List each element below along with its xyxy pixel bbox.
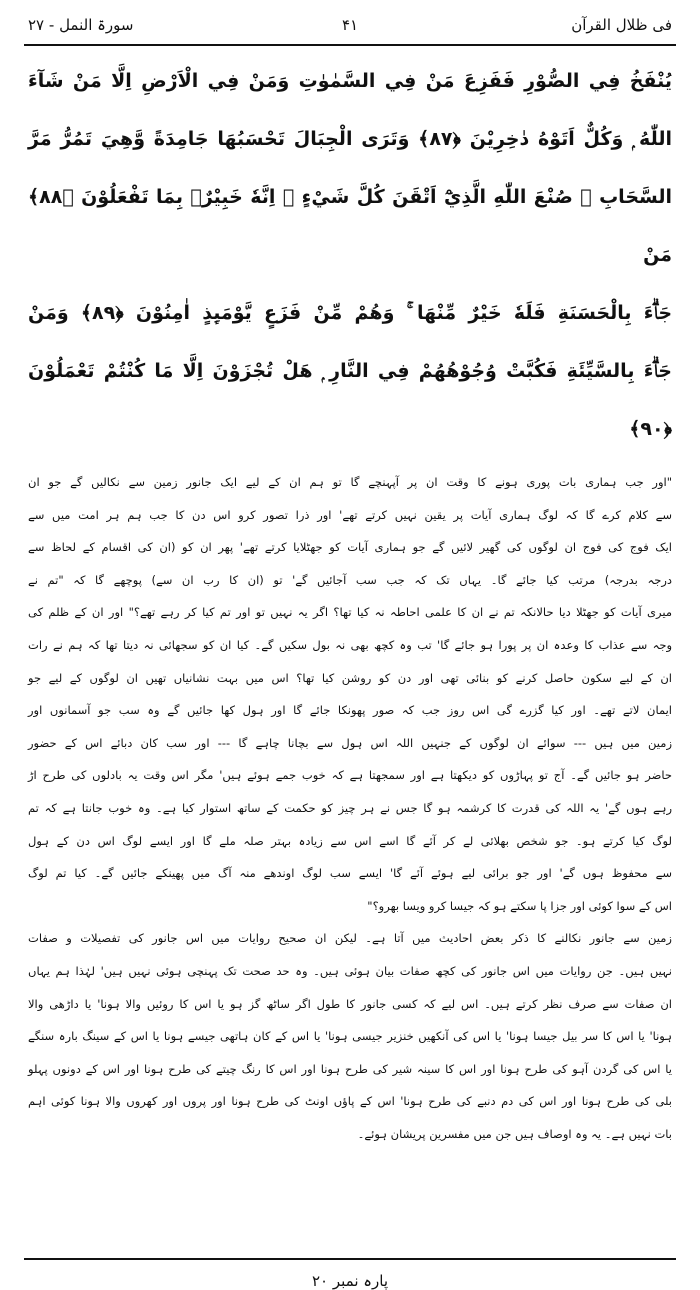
text-line: زمین سے جانور نکالنے کا ذکر بعض احادیث میں آتا ہے۔ لیکن ان صحیح روایات میں اس جانور کی تفصیلات و صفات (28, 931, 672, 946)
text-line: بات نہیں ہے۔ یہ وہ اوصاف ہیں جن میں مفسرین پریشان ہوئے۔ (357, 1126, 672, 1141)
footer-divider (24, 1258, 676, 1260)
surah-label: سورۃ النمل - ۲۷ (28, 16, 134, 34)
quran-line: جَاۗءَ بِالْحَسَنَةِ فَلَهٗ خَيْرٌ مِّنْهَا ۚ وَهُمْ مِّنْ فَزَعٍ يَّوْمَىِٕذٍ اٰمِنُوْنَ ﴿٨٩﴾ وَمَنْ (28, 302, 673, 324)
quran-line: السَّحَابِ ۭ صُنْعَ اللّٰهِ الَّذِيْٓ اَتْقَنَ كُلَّ شَيْءٍ ۭ اِنَّهٗ خَبِيْرٌۢ بِمَا تَفْعَلُوْنَ ﴿٨٨﴾ مَنْ (28, 186, 672, 266)
text-line: ان کے لیے سکون حاصل کرنے کو بنائی تھی اور دن کو روشن کیا تھا؟ اس میں بہت نشانیاں تھیں ان لوگوں کے لیے جو (28, 670, 672, 685)
text-line: درجہ بدرجہ) مرتب کیا جائے گا۔ یہاں تک کہ جب سب آجائیں گے' تو (ان کا رب ان سے) پوچھے گا کہ "تم نے (28, 572, 672, 587)
para-number: پارہ نمبر ۲۰ (311, 1272, 389, 1290)
translation-paragraph (28, 466, 672, 922)
text-line: سے محفوظ ہوں گے' اور جو برائی لیے ہوئے آئے گا' ایسے سب لوگ اوندھے منہ آگ میں پھینکے جائیں گے۔ کیا تم لوگ (28, 866, 672, 881)
text-line: حاضر ہو جائیں گے۔ آج تو پہاڑوں کو دیکھتا ہے اور سمجھتا ہے کہ خوب جمے ہوئے ہیں' مگر اس وقت یہ بادلوں کی طرح اڑ (28, 768, 672, 783)
text-line: زمین میں ہیں --- سوائے ان لوگوں کے جنہیں اللہ اس ہول سے بچانا چاہے گا --- اور سب کان دبائے اس کے حضور (28, 735, 672, 750)
text-line: سے کلام کرے گا کہ لوگ ہماری آیات پر یقین نہیں کرتے تھے' اور ذرا تصور کرو اس دن کا جب ہم ہر امت میں سے (28, 507, 672, 522)
text-line: بلی کی طرح ہونا اور اس کی دم دنبے کی طرح ہونا' اس کے پاؤں اونٹ کی طرح ہونا اور پروں اور کھروں والا ہونا کوئی اہم (28, 1094, 672, 1109)
text-line: لوگ کیا کرتے ہو۔ جو شخص بھلائی لے کر آئے گا اسے اس سے زیادہ بہتر صلہ ملے گا اور ایسے لوگ اس دن کے ہول (28, 833, 672, 848)
header-divider (24, 44, 676, 46)
book-title: فی ظلال القرآن (571, 16, 672, 34)
text-line: رہے ہوں گے' یہ اللہ کی قدرت کا کرشمہ ہو گا جس نے ہر چیز کو حکمت کے ساتھ استوار کیا ہے۔ وہ خوب جانتا ہے کہ تم (28, 800, 672, 815)
commentary-paragraph (28, 922, 672, 1150)
text-line: وجہ سے عذاب کا وعدہ ان پر پورا ہو جائے گا' تب وہ کچھ بھی نہ بول سکیں گے۔ کیا ان کو سجھائی نہ دیتا تھا کہ ہم نے رات (28, 637, 672, 652)
page-number: ۴۱ (341, 16, 359, 34)
quran-line: اللّٰهُ ۭ وَكُلٌّ اَتَوْهُ دٰخِرِيْنَ ﴿٨٧﴾ وَتَرَى الْجِبَالَ تَحْسَبُهَا جَامِدَةً وَّهِيَ تَمُرُّ مَرَّ (28, 128, 672, 150)
quran-line: جَاۗءَ بِالسَّيِّئَةِ فَكُبَّتْ وُجُوْهُهُمْ فِي النَّارِ ۭ هَلْ تُجْزَوْنَ اِلَّا مَا كُنْتُمْ تَعْمَلُوْنَ ﴿٩٠﴾ (28, 360, 672, 440)
text-line: نہیں ہیں۔ جن روایات میں اس جانور کی کچھ صفات بیان ہوئی ہیں۔ وہ حد صحت تک پہنچی ہوئی نہیں ہیں' لہٰذا ہم یہاں (28, 963, 672, 978)
text-line: میری آیات کو جھٹلا دیا حالانکہ تم نے ان کا علمی احاطہ نہ کیا تھا؟ اگر یہ نہیں تو اور تم کیا کر رہے تھے؟" اور ان کے ظلم کی (28, 605, 672, 620)
text-line: ہونا' یا اس کا سر بیل جیسا ہونا' یا اس کی آنکھیں خنزیر جیسی ہونا' یا اس کے کان ہاتھی جیسے ہونا یا اس کے سینگ بارہ سنگے (28, 1029, 672, 1044)
text-line: یا اس کی گردن آہو کی طرح ہونا اور اس کا سینہ شیر کی طرح ہونا اور اس کا رنگ چیتے کی طرح ہونا اور اس کے دونوں پہلو (28, 1061, 672, 1076)
text-line: اس کے سوا کوئی اور جزا پا سکتے ہو کہ جیسا کرو ویسا بھرو؟" (367, 898, 672, 913)
quran-line: يُنْفَخُ فِي الصُّوْرِ فَفَزِعَ مَنْ فِي السَّمٰوٰتِ وَمَنْ فِي الْاَرْضِ اِلَّا مَنْ شَآءَ (28, 70, 672, 92)
page-header (28, 14, 672, 42)
text-line: "اور جب ہماری بات پوری ہونے کا وقت ان پر آپہنچے گا تو ہم ان کے لیے ایک جانور زمین سے نکالیں گے جو ان (28, 475, 672, 489)
text-line: ایک فوج کی فوج ان لوگوں کی گھیر لائیں گے جو ہماری آیات کو جھٹلایا کرتے تھے' پھر ان کو (ان کی اقسام کے لحاظ سے (28, 540, 672, 555)
text-line: ان صفات سے صرف نظر کرتے ہیں۔ اس لیے کہ کسی جانور کا طول اگر ساٹھ گز ہو یا اس کا روئیں والا ہونا' یا داڑھی والا (28, 996, 672, 1011)
text-line: ایمان لاتے تھے۔ اور کیا گزرے گی اس روز جب کہ صور پھونکا جائے گا اور ہول کھا جائیں گے وہ سب جو آسمانوں اور (28, 703, 672, 718)
quran-verses (28, 52, 672, 458)
